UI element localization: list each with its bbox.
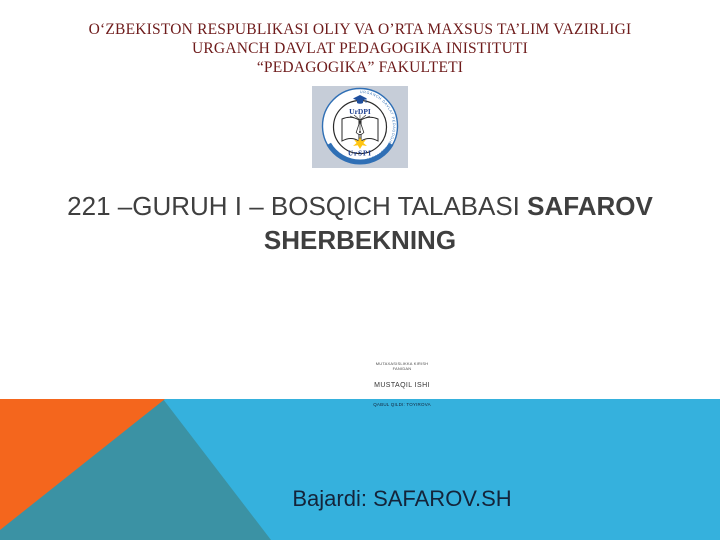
emblem-ring-text: URGANCH DAVLAT PEDAGOGIKA INSTITUTI: [359, 89, 397, 162]
emblem-bottom-label: UrSPI: [347, 149, 373, 158]
footer-band: [0, 399, 720, 540]
title-regular-part: 221 –GURUH I – BOSQICH TALABASI: [67, 191, 528, 221]
emblem-top-label: UrDPI: [349, 107, 371, 116]
header-line-institute: URGANCH DAVLAT PEDAGOGIKA INISTITUTI: [192, 40, 528, 57]
mini-subject-line2: FANIDAN: [392, 366, 412, 371]
mini-work-type: MUSTAQIL ISHI: [374, 382, 430, 389]
mini-accepted-by: QABUL QILDI: TOYIROVA: [373, 402, 431, 407]
mini-subject-line1: MUTAXASISLIKKA KIRISH: [375, 361, 429, 366]
institution-header: [0, 20, 720, 77]
header-line-ministry: O‘ZBEKISTON RESPUBLIKASI OLIY VA O’RTA MAXSUS TA’LIM VAZIRLIGI: [88, 21, 632, 38]
slide-title-text: [60, 189, 660, 257]
header-line-faculty: “PEDAGOGIKA” FAKULTETI: [256, 59, 464, 76]
title-student-name: SAFAROV SHERBEKNING: [263, 191, 653, 255]
footer-band-shapes: [0, 399, 720, 540]
author-line: Bajardi: SAFAROV.SH: [292, 486, 512, 511]
mini-subject-block: [352, 361, 452, 371]
institute-emblem: [312, 86, 408, 168]
slide-title: [0, 189, 720, 257]
institute-emblem-icon: [312, 86, 408, 168]
